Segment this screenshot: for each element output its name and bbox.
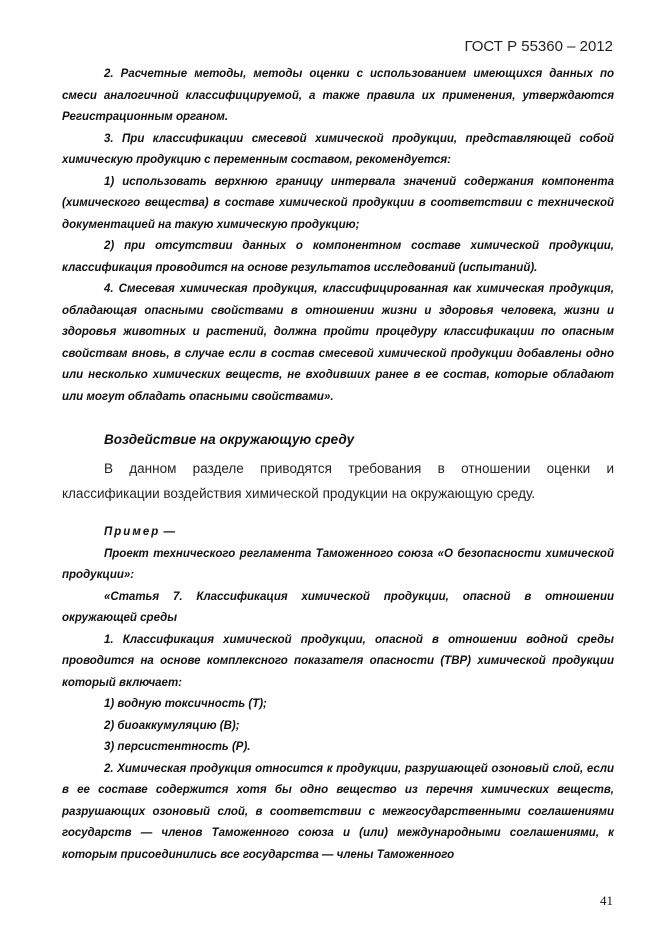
page-body xyxy=(62,64,614,866)
example-paragraph: 2. Химическая продукция относится к продукции, разрушающей озоновый слой, если в ее составе содержится хотя бы одно вещество из перечня химических веществ, разрушающих озоновый слой, в соответствии с межгосударственными соглашениями государств — членов Таможенного союза и (или) международными соглашениями, к которым присоединились все государства — члены Таможенного xyxy=(62,762,614,861)
example-paragraph: «Статья 7. Классификация химической продукции, опасной в отношении окружающей среды xyxy=(62,590,614,624)
section-intro: В данном разделе приводятся требования в отношении оценки и классификации воздействия химической продукции на окружающую среду. xyxy=(62,461,614,501)
example-list-item: 2) биоаккумуляцию (В); xyxy=(104,719,240,732)
paragraph-no-data: 2) при отсутствии данных о компонентном составе химической продукции, классификация проводится на основе результатов исследований (испытаний). xyxy=(62,240,614,274)
example-paragraph: Проект технического регламента Таможенного союза «О безопасности химической продукции»: xyxy=(62,547,614,581)
section-title: Воздействие на окружающую среду xyxy=(104,432,355,447)
example-dash: — xyxy=(160,526,175,538)
example-list-item: 3) персистентность (Р). xyxy=(104,741,251,753)
example-list-item: 1) водную токсичность (Т); xyxy=(104,698,267,710)
example-label: Пример xyxy=(104,526,161,538)
page-number: 41 xyxy=(600,893,613,908)
document-header: ГОСТ Р 55360 – 2012 xyxy=(464,38,613,55)
paragraph-calc-methods: 2. Расчетные методы, методы оценки с использованием имеющихся данных по смеси аналогичной классифицируемой, а также правила их применения, утверждаются Регистрационным органом. xyxy=(62,68,614,123)
paragraph-variable-composition: 3. При классификации смесевой химической продукции, представляющей собой химическую продукцию с переменным составом, рекомендуется: xyxy=(62,132,614,166)
example-heading xyxy=(62,522,614,544)
example-paragraph: 1. Классификация химической продукции, опасной в отношении водной среды проводится на основе комплексного показателя опасности (ТВР) химической продукции который включает: xyxy=(62,633,614,689)
paragraph-upper-bound: 1) использовать верхнюю границу интервала значений содержания компонента (химического вещества) в составе химической продукции в соответствии с технической документацией на такую химическую продукцию; xyxy=(62,175,614,231)
paragraph-reclassification: 4. Смесевая химическая продукция, классифицированная как химическая продукция, обладающая опасными свойствами в отношении жизни и здоровья человека, жизни и здоровья животных и растений, должна пройти процедуру классификации по опасным свойствам вновь, в случае если в состав смесевой химической продукции добавлены одно или несколько химических веществ, не входивших ранее в ее состав, которые обладают или могут обладать опасными свойствами». xyxy=(62,283,614,403)
